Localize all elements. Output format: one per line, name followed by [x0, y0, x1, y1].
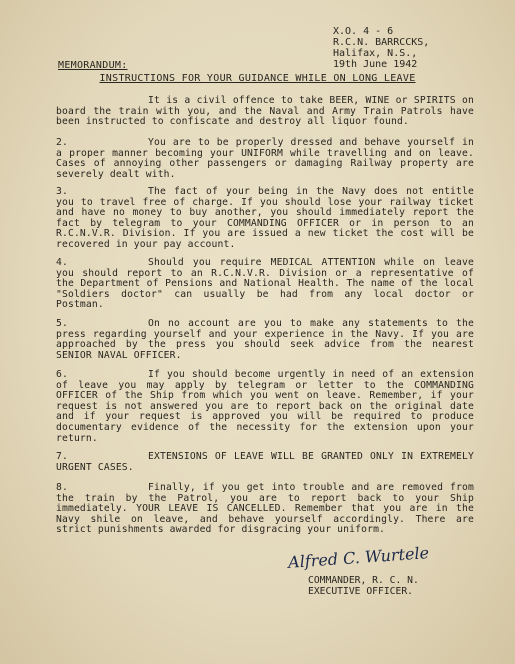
memorandum-label: MEMORANDUM: — [58, 60, 128, 71]
reference-location: R.C.N. BARRCCKS, — [333, 37, 430, 48]
paragraph-8 — [56, 483, 474, 536]
paragraph-3 — [56, 187, 474, 251]
signatory-title: EXECUTIVE OFFICER. — [308, 586, 413, 597]
reference-date: 19th June 1942 — [333, 59, 418, 70]
paragraph-number: 6. — [56, 369, 68, 380]
signature-block — [308, 575, 419, 597]
reference-city: Halifax, N.S., — [333, 48, 418, 59]
paragraph-5 — [56, 319, 474, 361]
paragraph-4 — [56, 258, 474, 311]
document-title: INSTRUCTIONS FOR YOUR GUIDANCE WHILE ON LONG LEAVE — [99, 73, 416, 84]
paragraph-text: Should you require MEDICAL ATTENTION while on leave you should report to an R.C.N.V.R. Division or a representative of the Department of Pensions and National Health. The name of the local "Soldiers doctor" can usually be had from any local doctor or Postman. — [56, 257, 474, 311]
paragraph-number: 7. — [56, 451, 68, 462]
paragraph-text: Finally, if you get into trouble and are removed from the train by the Patrol, you are to report back to your Ship immediately. YOUR LEAVE IS CANCELLED. Remember that you are in the Navy shile on leave, and behave yourself accordingly. There are strict punishments awarded for disgracing your uniform. — [56, 482, 474, 536]
paragraph-6 — [56, 370, 474, 444]
reference-number: X.O. 4 - 6 — [333, 26, 394, 37]
paragraph-text: It is a civil offence to take BEER, WINE or SPIRITS on board the train with you, and the Naval and Army Train Patrols have been instructed to confiscate and destroy all liquor found. — [56, 95, 474, 128]
paragraph-text: You are to be properly dressed and behave yourself in a proper manner becoming your UNIFORM while travelling and on leave. Cases of annoying other passengers or damaging Railway property are severely dealt with. — [56, 137, 474, 180]
paragraph-number: 4. — [56, 257, 68, 268]
handwritten-signature: Alfred C. Wurtele — [287, 543, 430, 572]
paragraph-7 — [56, 452, 474, 473]
reference-block — [333, 26, 429, 70]
paragraph-text: The fact of your being in the Navy does not entitle you to travel free of charge. If you should lose your railway ticket and have no money to buy another, you should immediately report the fact by telegram to your COMMANDING OFFICER or in person to an R.C.N.V.R. Division. If you are issued a new ticket the cost will be recovered in your pay account. — [56, 186, 474, 250]
paragraph-2 — [56, 138, 474, 180]
paragraph-number: 2. — [56, 137, 68, 148]
paragraph-1 — [56, 96, 474, 128]
paragraph-number: 8. — [56, 482, 68, 493]
signatory-rank: COMMANDER, R. C. N. — [308, 575, 419, 586]
paragraph-text: EXTENSIONS OF LEAVE WILL BE GRANTED ONLY IN EXTREMELY URGENT CASES. — [56, 451, 474, 473]
paragraph-text: On no account are you to make any statements to the press regarding yourself and your experience in the Navy. If you are approached by the press you should seek advice from the nearest SENIOR NAVAL OFFICER. — [56, 318, 474, 361]
paragraph-number: 5. — [56, 318, 68, 329]
paragraph-text: If you should become urgently in need of an extension of leave you may apply by telegram or letter to the COMMANDING OFFICER of the Ship from which you went on leave. Remember, if your request is not answered you are to report back on the original date and if your request is approved you will be required to produce documentary evidence of the necessity for the extension upon your return. — [56, 369, 474, 444]
paragraph-number: 3. — [56, 186, 68, 197]
